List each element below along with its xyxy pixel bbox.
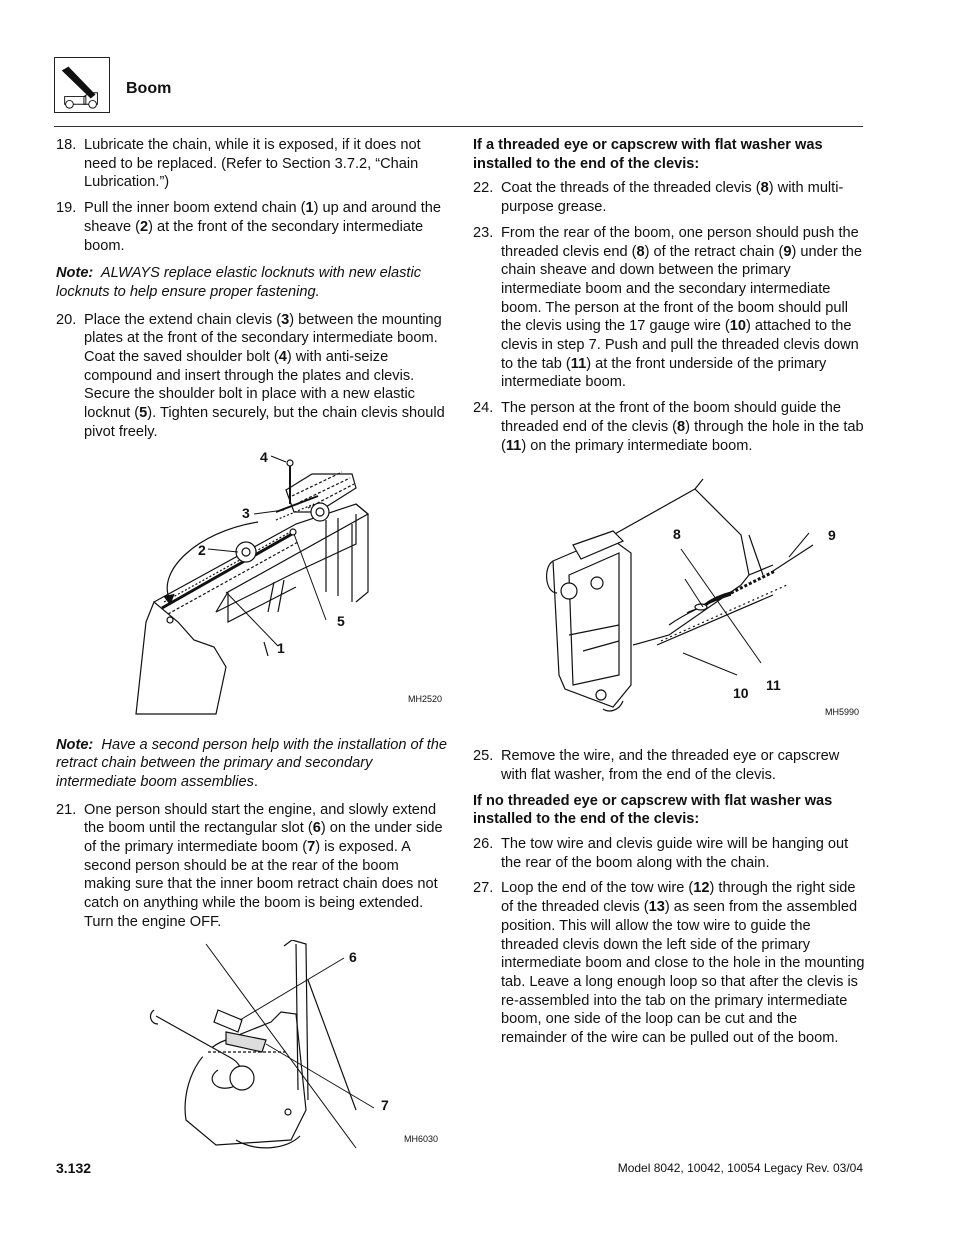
step-27 xyxy=(473,879,865,1047)
step-number: 19. xyxy=(56,200,77,217)
callout-10: 10 xyxy=(733,685,749,702)
step-21 xyxy=(56,801,448,932)
page-number: 3.132 xyxy=(56,1160,92,1176)
step-text: Coat the threads of the threaded clevis (8) with multi-purpose grease. xyxy=(501,180,844,216)
step-number: 22. xyxy=(473,180,494,197)
callout-1: 1 xyxy=(277,639,285,656)
right-column xyxy=(473,136,865,1055)
step-text: From the rear of the boom, one person should push the threaded clevis end (8) of the retract chain (9) under the chain sheave and down between the primary intermediate boom and the secondary intermediate boom. The person at the front of the boom should pull the clevis using the 17 gauge wire (10) attached to the clevis in step 7. Push and pull the threaded clevis down to the tab (11) at the front underside of the primary intermediate boom. xyxy=(501,224,863,391)
condition-heading-threaded-eye: If a threaded eye or capscrew with flat washer was installed to the end of the clevis: xyxy=(473,137,823,172)
callout-3: 3 xyxy=(242,504,250,521)
figure-threaded-clevis xyxy=(473,475,865,737)
figure-id: MH5990 xyxy=(825,707,860,718)
step-18 xyxy=(56,136,448,192)
figure-rectangular-slot xyxy=(56,940,448,1152)
step-number: 27. xyxy=(473,880,494,897)
step-number: 21. xyxy=(56,801,77,818)
condition-heading-no-threaded-eye: If no threaded eye or capscrew with flat washer was installed to the end of the clevis: xyxy=(473,792,833,828)
note-text: Have a second person help with the installation of the retract chain between the primary and secondary intermediate boom assemblies xyxy=(56,736,448,790)
header-divider xyxy=(54,126,863,127)
callout-11: 11 xyxy=(766,677,781,694)
note-text: ALWAYS replace elastic locknuts with new elastic locknuts to help ensure proper fastening. xyxy=(56,265,421,300)
step-20 xyxy=(56,311,448,442)
figure-id: MH6030 xyxy=(404,1133,439,1144)
left-column xyxy=(56,136,448,1152)
note-label: Note: xyxy=(56,736,94,753)
threaded-clevis-illustration xyxy=(473,475,865,737)
step-text: Lubricate the chain, while it is exposed, if it does not need to be replaced. (Refer to Section 3.7.2, “Chain Lubrication.”) xyxy=(84,137,421,191)
step-text: The person at the front of the boom should guide the threaded end of the clevis (8) through the hole in the tab (11) on the primary intermediate boom. xyxy=(501,400,864,454)
step-number: 25. xyxy=(473,748,494,765)
step-number: 20. xyxy=(56,311,77,328)
step-text: The tow wire and clevis guide wire will be hanging out the rear of the boom along with the chain. xyxy=(501,836,849,871)
callout-2: 2 xyxy=(198,541,206,558)
step-number: 23. xyxy=(473,224,494,241)
section-logo-icon xyxy=(54,57,110,113)
figure-id: MH2520 xyxy=(408,693,443,704)
chain-clevis-illustration xyxy=(56,452,448,720)
step-22 xyxy=(473,179,865,216)
page-title: Boom xyxy=(126,80,172,97)
step-text: Remove the wire, and the threaded eye or capscrew with flat washer, from the end of the clevis. xyxy=(501,748,840,783)
step-23 xyxy=(473,224,865,392)
step-text: Loop the end of the tow wire (12) through the right side of the threaded clevis (13) as seen from the assembled position. This will allow the tow wire to guide the threaded clevis down the left side of the primary intermediate boom and close to the hole in the mounting tab. Leave a long enough loop so that after the clevis is re-assembled into the tab on the primary intermediate boom, one side of the loop can be cut and the remainder of the wire can be pulled out of the boom. xyxy=(501,880,865,1047)
callout-6: 6 xyxy=(349,948,357,965)
step-text: Pull the inner boom extend chain (1) up and around the sheave (2) at the front of the secondary intermediate boom. xyxy=(84,200,441,254)
callout-4: 4 xyxy=(260,448,268,465)
step-number: 26. xyxy=(473,836,494,853)
model-revision: Model 8042, 10042, 10054 Legacy Rev. 03/04 xyxy=(617,1161,863,1175)
callout-7: 7 xyxy=(381,1096,389,1113)
step-26 xyxy=(473,835,865,872)
step-19 xyxy=(56,199,448,255)
note-second-person: Note: Have a second person help with the installation of the retract chain between the primary and secondary intermediate boom assemblies. xyxy=(56,736,448,790)
step-text: Place the extend chain clevis (3) between the mounting plates at the front of the secondary intermediate boom. Coat the saved shoulder bolt (4) with anti-seize compound and insert through the plates and clevis. Secure the shoulder bolt in place with a new elastic locknut (5). Tighten securely, but the chain clevis should pivot freely. xyxy=(84,311,445,440)
step-25 xyxy=(473,747,865,784)
step-24 xyxy=(473,399,865,455)
step-number: 24. xyxy=(473,400,494,417)
figure-chain-clevis xyxy=(56,448,448,720)
callout-9: 9 xyxy=(828,527,836,544)
note-label: Note: xyxy=(56,265,94,282)
step-number: 18. xyxy=(56,137,77,153)
callout-5: 5 xyxy=(337,612,345,629)
rectangular-slot-illustration xyxy=(56,940,448,1152)
step-text: One person should start the engine, and slowly extend the boom until the rectangular slot (6) on the under side of the primary intermediate boom (7) is exposed. A second person should be at the rear of the boom making sure that the inner boom retract chain does not catch on anything while the boom is being extended. Turn the engine OFF. xyxy=(84,801,443,930)
callout-8: 8 xyxy=(673,526,681,543)
note-locknuts xyxy=(56,264,448,301)
